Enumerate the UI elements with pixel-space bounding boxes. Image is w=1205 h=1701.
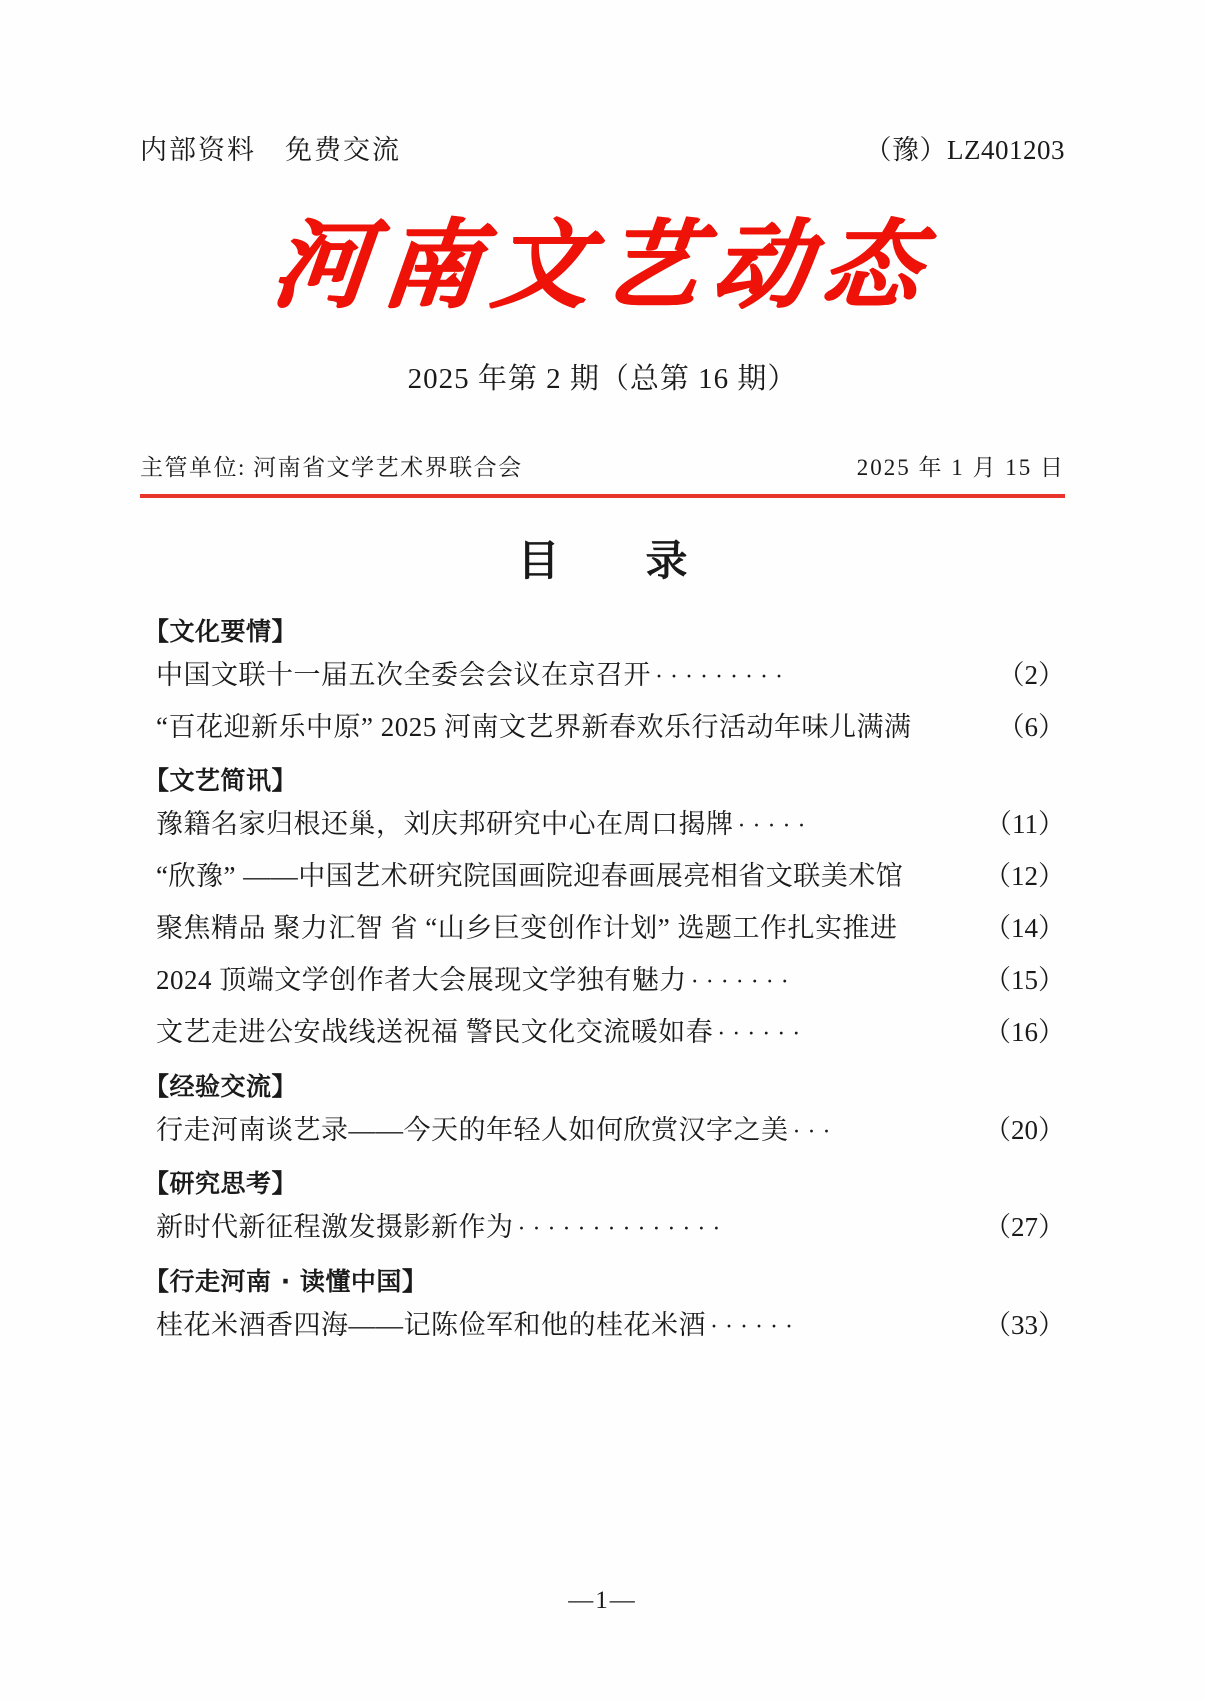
toc-section-heading: 【经验交流】 (144, 1071, 298, 1101)
toc-entry[interactable] (140, 650, 1065, 702)
toc-entry-title: 行走河南谈艺录——今天的年轻人如何欣赏汉字之美 (156, 1114, 789, 1145)
toc-entry[interactable] (140, 1300, 1065, 1352)
toc-dot-leader: ····· (737, 813, 813, 840)
supervising-unit-label: 主管单位: 河南省文学艺术界联合会 (140, 454, 523, 480)
toc-dot-leader: ··· (792, 1118, 838, 1145)
toc-entry[interactable] (140, 1202, 1065, 1254)
publisher-row (140, 449, 1065, 482)
issue-number-line: 2025 年第 2 期（总第 16 期） (407, 362, 798, 395)
page-footer (0, 1587, 1205, 1615)
toc-section-heading: 【文艺简讯】 (144, 766, 298, 796)
toc-entry-title: 2024 顶端文学创作者大会展现文学独有魅力 (156, 964, 687, 995)
toc-entry-page-number: （11） (985, 809, 1065, 840)
toc-entry-title: 桂花米酒香四海——记陈俭军和他的桂花米酒 (156, 1310, 706, 1341)
toc-entry[interactable] (140, 851, 1065, 903)
toc-entry[interactable] (140, 702, 1065, 754)
toc-dot-leader: ······ (710, 1314, 800, 1341)
table-of-contents (140, 612, 1065, 1352)
toc-dot-leader: ······· (690, 968, 796, 995)
toc-entry[interactable] (140, 955, 1065, 1007)
toc-entry-page-number: （33） (984, 1310, 1065, 1341)
toc-entry-page-number: （2） (997, 659, 1065, 690)
toc-section-heading: 【研究思考】 (144, 1169, 298, 1199)
publication-date: 2025 年 1 月 15 日 (856, 454, 1065, 480)
masthead-title: 河南文艺动态 (266, 208, 939, 321)
toc-entry-title: “百花迎新乐中原” 2025 河南文艺界新春欢乐行活动年味儿满满 (156, 711, 912, 742)
toc-entry-page-number: （27） (984, 1212, 1065, 1243)
header-bar (140, 0, 1065, 167)
toc-entry-title: 文艺走进公安战线送祝福 警民文化交流暖如春 (156, 1016, 714, 1047)
toc-entry-title: 新时代新征程激发摄影新作为 (156, 1212, 514, 1243)
toc-entry-title: 聚焦精品 聚力汇智 省 “山乡巨变创作计划” 选题工作扎实推进 (156, 913, 898, 944)
toc-entry-title: 中国文联十一届五次全委会会议在京召开 (156, 659, 651, 690)
table-of-contents-heading: 目 录 (517, 535, 710, 585)
toc-dot-leader: ·············· (517, 1216, 728, 1243)
toc-entry[interactable] (140, 799, 1065, 851)
page-number-marker: —1— (568, 1587, 637, 1614)
toc-entry-page-number: （15） (984, 964, 1065, 995)
toc-entry[interactable] (140, 1105, 1065, 1157)
toc-section-heading: 【文化要情】 (144, 616, 298, 646)
toc-entry-title: 豫籍名家归根还巢，刘庆邦研究中心在周口揭牌 (156, 809, 734, 840)
toc-entry[interactable] (140, 903, 1065, 955)
red-divider-rule (140, 494, 1065, 498)
toc-section-heading: 【行走河南 · 读懂中国】 (144, 1267, 428, 1297)
toc-entry[interactable] (140, 1007, 1065, 1059)
toc-dot-leader: ········· (655, 663, 790, 690)
toc-entry-page-number: （14） (984, 913, 1065, 944)
internal-material-note: 内部资料 免费交流 (140, 135, 401, 166)
toc-entry-page-number: （20） (984, 1114, 1065, 1145)
publication-serial-number: （豫）LZ401203 (864, 135, 1065, 165)
toc-entry-page-number: （6） (997, 711, 1065, 742)
toc-entry-page-number: （12） (984, 861, 1065, 892)
toc-dot-leader: ······ (717, 1020, 808, 1047)
toc-entry-page-number: （16） (984, 1016, 1065, 1047)
page-content (140, 0, 1065, 1701)
toc-entry-title: “欣豫” ——中国艺术研究院国画院迎春画展亮相省文联美术馆 (156, 861, 904, 892)
